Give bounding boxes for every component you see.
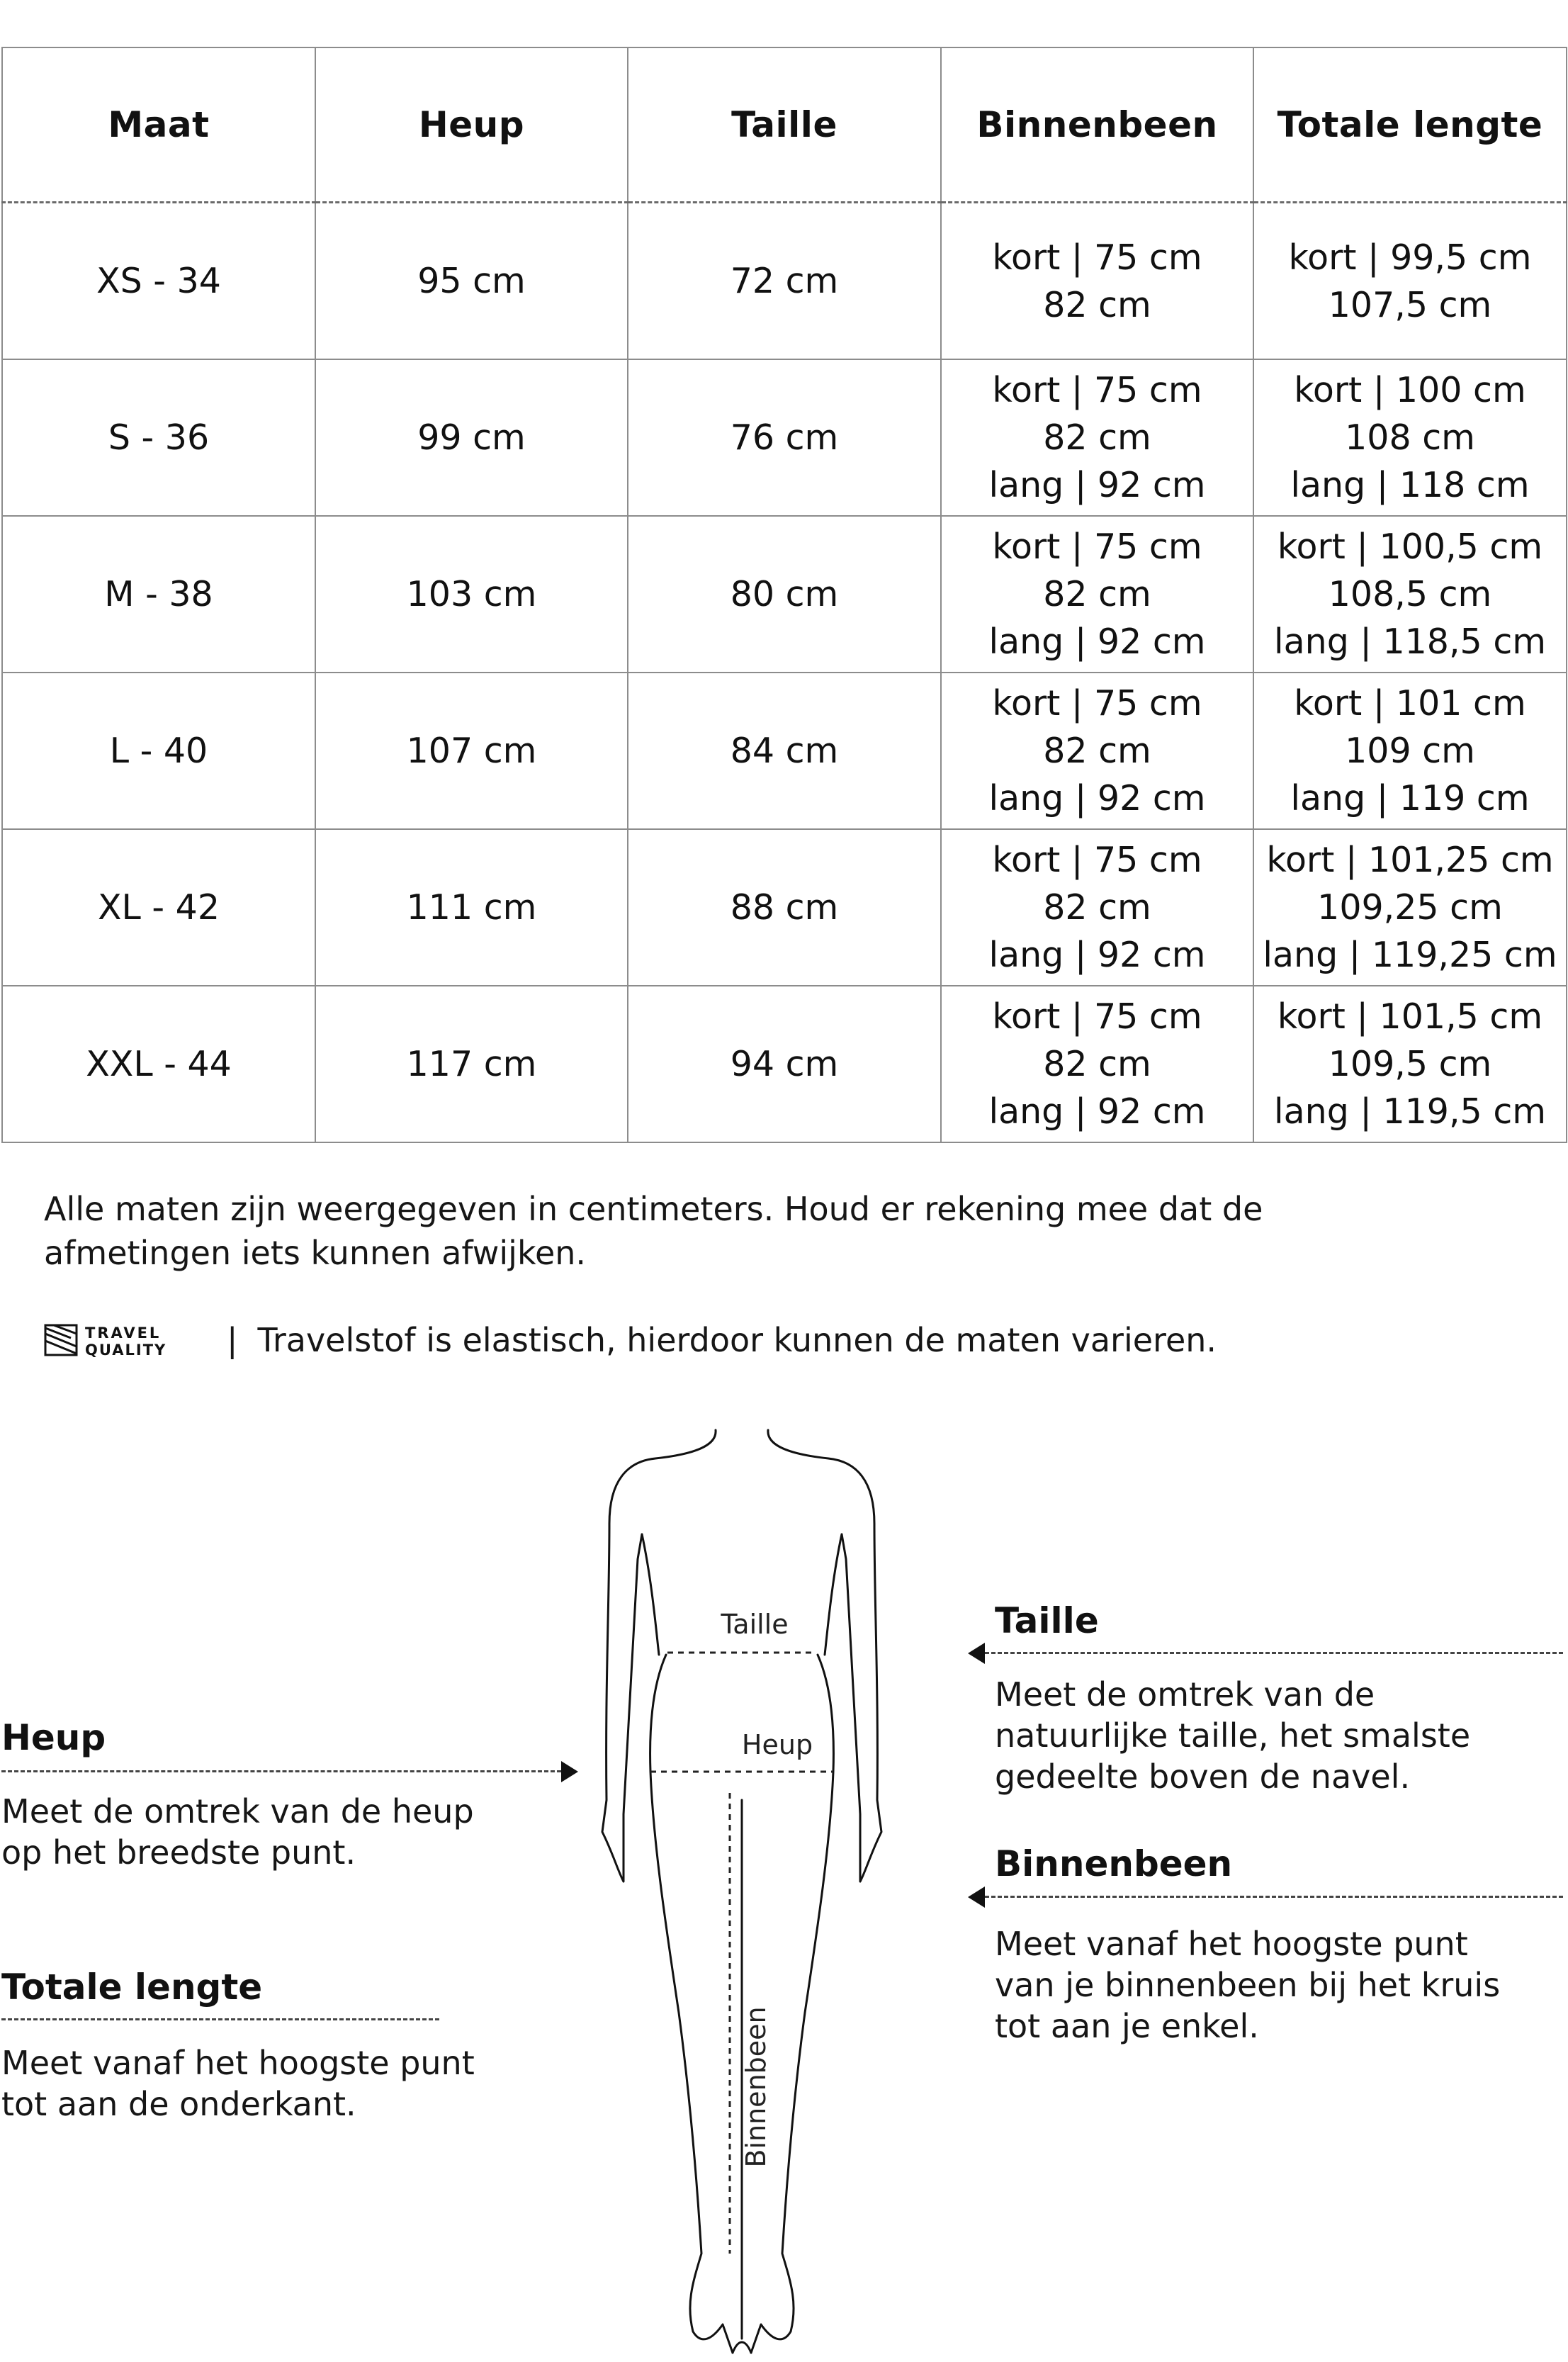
cell-maat: M - 38 xyxy=(2,516,315,673)
guide-line: tot aan je enkel. xyxy=(995,2007,1259,2045)
guide-line: tot aan de onderkant. xyxy=(1,2085,356,2123)
guide-taille xyxy=(995,1598,1562,1643)
cell-binnenbeen xyxy=(941,203,1253,360)
cell-line: kort | 75 cm xyxy=(992,996,1202,1037)
cell-line: 82 cm xyxy=(1043,284,1151,325)
measurement-note xyxy=(44,1187,1532,1275)
cell-binnenbeen xyxy=(941,986,1253,1142)
table-header-row xyxy=(2,47,1567,203)
cell-line: kort | 75 cm xyxy=(992,683,1202,724)
body-outline-icon xyxy=(588,1417,907,2362)
guide-title-totale-lengte: Totale lengte xyxy=(1,1967,263,2008)
table-row xyxy=(2,359,1567,516)
size-table xyxy=(1,47,1567,1143)
guide-line-totale-lengte xyxy=(1,2018,439,2020)
travel-note xyxy=(44,1318,1532,1362)
cell-line: 109 cm xyxy=(1345,731,1475,771)
note-line: afmetingen iets kunnen afwijken. xyxy=(44,1234,587,1272)
cell-heup: 95 cm xyxy=(315,203,628,360)
guide-line: van je binnenbeen bij het kruis xyxy=(995,1966,1501,2004)
cell-line: kort | 101 cm xyxy=(1294,683,1526,724)
guide-line: gedeelte boven de navel. xyxy=(995,1758,1411,1796)
cell-totale-lengte xyxy=(1253,359,1567,516)
cell-totale-lengte xyxy=(1253,829,1567,986)
separator: | xyxy=(227,1321,238,1359)
cell-line: kort | 100 cm xyxy=(1294,370,1526,410)
guide-line: op het breedste punt. xyxy=(1,1833,356,1872)
guide-title-taille: Taille xyxy=(995,1600,1099,1641)
header-maat: Maat xyxy=(2,47,315,203)
cell-line: 107,5 cm xyxy=(1328,284,1492,325)
cell-maat: L - 40 xyxy=(2,673,315,829)
cell-line: 108 cm xyxy=(1345,417,1475,458)
header-totale-lengte: Totale lengte xyxy=(1253,47,1567,203)
guide-line: Meet de omtrek van de heup xyxy=(1,1792,474,1830)
arrow-right-icon xyxy=(561,1761,578,1782)
guide-totale-lengte xyxy=(1,1964,554,2010)
cell-line: lang | 119 cm xyxy=(1290,778,1530,819)
guide-text-totale-lengte xyxy=(1,2042,554,2125)
cell-binnenbeen xyxy=(941,516,1253,673)
cell-line: lang | 92 cm xyxy=(988,935,1206,975)
cell-binnenbeen xyxy=(941,359,1253,516)
cell-line: 82 cm xyxy=(1043,887,1151,928)
cell-line: 82 cm xyxy=(1043,731,1151,771)
cell-line: kort | 75 cm xyxy=(992,237,1202,278)
cell-line: kort | 75 cm xyxy=(992,840,1202,880)
logo-line-2: QUALITY xyxy=(85,1342,167,1358)
cell-maat: XXL - 44 xyxy=(2,986,315,1142)
guide-line: natuurlijke taille, het smalste xyxy=(995,1716,1471,1755)
header-taille: Taille xyxy=(628,47,941,203)
cell-totale-lengte xyxy=(1253,986,1567,1142)
guide-binnenbeen xyxy=(995,1841,1562,1886)
cell-totale-lengte xyxy=(1253,203,1567,360)
cell-totale-lengte xyxy=(1253,673,1567,829)
table-row xyxy=(2,986,1567,1142)
cell-line: kort | 101,25 cm xyxy=(1266,840,1554,880)
cell-maat: XL - 42 xyxy=(2,829,315,986)
cell-line: lang | 92 cm xyxy=(988,1091,1206,1132)
cell-line: lang | 92 cm xyxy=(988,778,1206,819)
guide-line: Meet de omtrek van de xyxy=(995,1675,1375,1714)
guide-line-binnenbeen xyxy=(985,1896,1563,1898)
cell-taille: 88 cm xyxy=(628,829,941,986)
cell-taille: 94 cm xyxy=(628,986,941,1142)
cell-line: 82 cm xyxy=(1043,1044,1151,1084)
logo-line-1: TRAVEL xyxy=(85,1325,162,1342)
figure-label-binnenbeen: Binnenbeen xyxy=(740,2006,772,2168)
cell-line: lang | 119,5 cm xyxy=(1274,1091,1546,1132)
cell-taille: 72 cm xyxy=(628,203,941,360)
header-heup: Heup xyxy=(315,47,628,203)
cell-heup: 99 cm xyxy=(315,359,628,516)
cell-heup: 117 cm xyxy=(315,986,628,1142)
cell-line: 108,5 cm xyxy=(1328,574,1492,614)
cell-line: 109,25 cm xyxy=(1317,887,1503,928)
cell-line: kort | 101,5 cm xyxy=(1277,996,1543,1037)
cell-heup: 103 cm xyxy=(315,516,628,673)
cell-line: kort | 99,5 cm xyxy=(1288,237,1532,278)
cell-binnenbeen xyxy=(941,673,1253,829)
cell-line: 82 cm xyxy=(1043,417,1151,458)
figure-label-heup: Heup xyxy=(741,1729,813,1760)
cell-maat: XS - 34 xyxy=(2,203,315,360)
cell-line: kort | 75 cm xyxy=(992,527,1202,567)
cell-totale-lengte xyxy=(1253,516,1567,673)
cell-taille: 80 cm xyxy=(628,516,941,673)
guide-title-binnenbeen: Binnenbeen xyxy=(995,1843,1233,1884)
cell-line: lang | 119,25 cm xyxy=(1263,935,1557,975)
table-row xyxy=(2,516,1567,673)
guide-text-taille xyxy=(995,1674,1562,1797)
cell-taille: 84 cm xyxy=(628,673,941,829)
guide-line-heup xyxy=(1,1770,561,1772)
guide-line: Meet vanaf het hoogste punt xyxy=(1,2044,475,2082)
header-binnenbeen: Binnenbeen xyxy=(941,47,1253,203)
cell-line: lang | 92 cm xyxy=(988,465,1206,505)
arrow-left-icon xyxy=(968,1886,985,1908)
cell-taille: 76 cm xyxy=(628,359,941,516)
cell-heup: 111 cm xyxy=(315,829,628,986)
figure-label-taille: Taille xyxy=(721,1609,789,1640)
cell-line: lang | 118 cm xyxy=(1290,465,1530,505)
table-row xyxy=(2,673,1567,829)
table-row xyxy=(2,203,1567,360)
cell-line: kort | 75 cm xyxy=(992,370,1202,410)
cell-binnenbeen xyxy=(941,829,1253,986)
cell-line: kort | 100,5 cm xyxy=(1277,527,1543,567)
travel-text: Travelstof is elastisch, hierdoor kunnen de maten varieren. xyxy=(257,1321,1217,1359)
cell-line: lang | 92 cm xyxy=(988,622,1206,662)
guide-text-binnenbeen xyxy=(995,1923,1562,2047)
guide-title-heup: Heup xyxy=(1,1717,106,1758)
cell-line: 82 cm xyxy=(1043,574,1151,614)
travel-quality-logo-icon xyxy=(44,1322,208,1358)
guide-heup xyxy=(1,1715,554,1760)
guide-text-heup xyxy=(1,1791,554,1873)
cell-line: lang | 118,5 cm xyxy=(1274,622,1546,662)
guide-line-taille xyxy=(985,1652,1563,1654)
cell-line: 109,5 cm xyxy=(1328,1044,1492,1084)
cell-maat: S - 36 xyxy=(2,359,315,516)
guide-line: Meet vanaf het hoogste punt xyxy=(995,1925,1468,1963)
note-line: Alle maten zijn weergegeven in centimeters. Houd er rekening mee dat de xyxy=(44,1190,1263,1228)
table-row xyxy=(2,829,1567,986)
arrow-left-icon xyxy=(968,1643,985,1664)
cell-heup: 107 cm xyxy=(315,673,628,829)
